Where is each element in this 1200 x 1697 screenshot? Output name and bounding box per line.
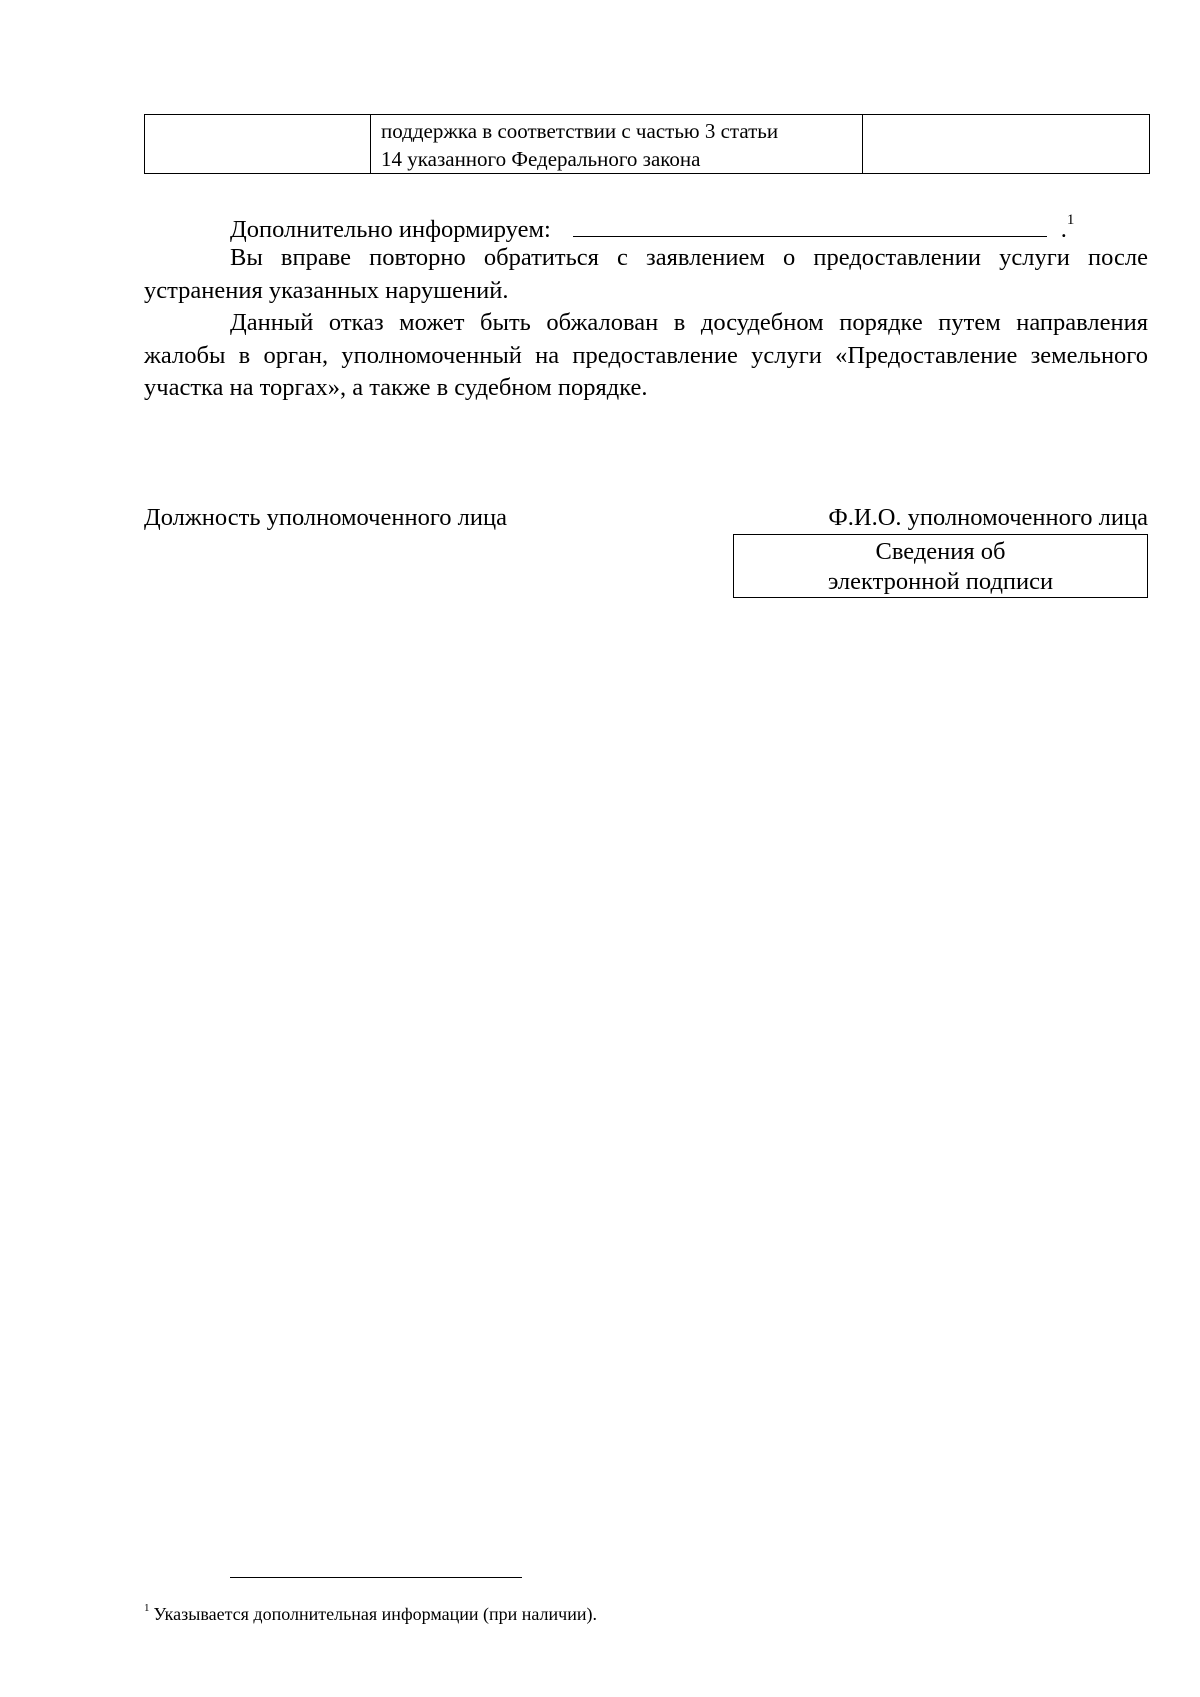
footnote-reference: 1 — [1066, 212, 1075, 228]
additional-info-label: Дополнительно информируем: — [230, 216, 551, 244]
footnote-number: 1 — [144, 1602, 150, 1614]
signature-row — [144, 502, 1148, 536]
electronic-signature-box — [733, 534, 1148, 598]
table-cell-reason — [371, 115, 863, 174]
appeal-paragraph: Данный отказ может быть обжалован в досудебном порядке путем направления жалобы в орган, уполномоченный на предоставление услуги «Предоставление земельного участка на торгах», а также в судебном порядке. — [144, 309, 1148, 401]
table-cell-explanation — [863, 115, 1150, 174]
additional-info-dot: . — [1060, 216, 1067, 244]
official-name-label: Ф.И.О. уполномоченного лица — [828, 504, 1148, 531]
footnote — [144, 1598, 597, 1626]
footnote-text: Указывается дополнительная информации (при наличии). — [153, 1604, 597, 1624]
footnote-separator — [230, 1577, 522, 1578]
additional-info-paragraph — [144, 208, 1148, 247]
additional-info-blank-line — [573, 212, 1047, 237]
official-position-label: Должность уполномоченного лица — [144, 504, 507, 531]
table-cell-reason-line-1: поддержка в соответствии с частью 3 статьи — [381, 119, 779, 143]
esign-line-1: Сведения об — [875, 538, 1006, 565]
reapply-paragraph: Вы вправе повторно обратиться с заявлением о предоставлении услуги после устранения указанных нарушений. — [144, 244, 1148, 304]
table-cell-number — [145, 115, 371, 174]
esign-line-2: электронной подписи — [827, 568, 1054, 595]
grounds-table — [144, 114, 1150, 174]
table-cell-reason-line-2: 14 указанного Федерального закона — [381, 147, 701, 171]
table-row — [145, 115, 1150, 174]
